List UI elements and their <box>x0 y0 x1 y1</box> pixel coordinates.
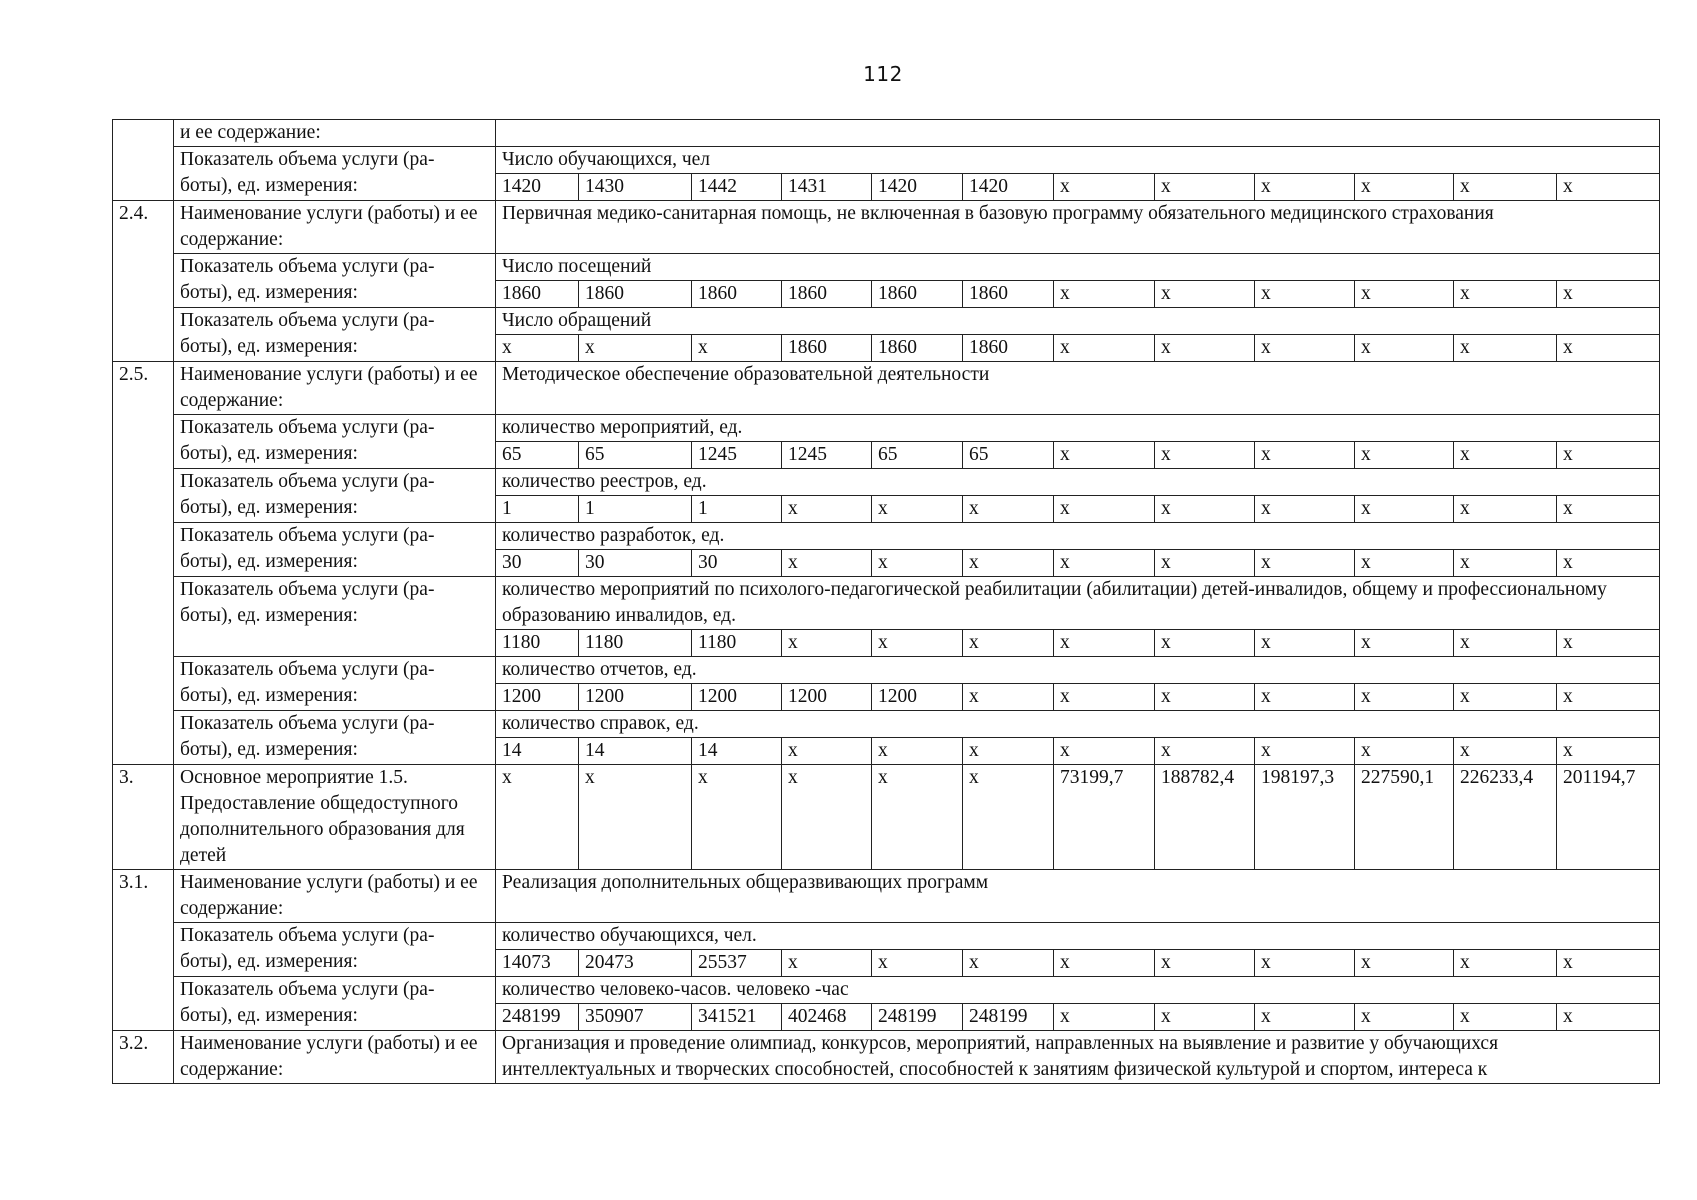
row-number: 2.5. <box>113 362 174 765</box>
value-cell-y2: x <box>579 335 692 362</box>
value-cell-y1: 1200 <box>496 684 579 711</box>
value-cell-y10: x <box>1355 281 1454 308</box>
value-cell-y5: 1200 <box>872 684 963 711</box>
indicator-label-line1: Показатель объема услуги (ра- <box>180 979 435 1000</box>
value-cell-y6: x <box>963 950 1054 977</box>
value-cell-y2: 1430 <box>579 174 692 201</box>
row-label: Наименование услуги (работы) и ее содержание: <box>174 362 496 415</box>
value-cell-y11: x <box>1454 281 1557 308</box>
indicator-label <box>174 147 496 201</box>
service-title: Организация и проведение олимпиад, конкурсов, мероприятий, направленных на выявление и развитие у обучающихся интеллектуальных и творческих способностей, способностей к занятиям физической культурой и спортом, интереса к <box>496 1031 1660 1084</box>
value-cell-y3: x <box>692 765 782 870</box>
indicator-label-line1: Показатель объема услуги (ра- <box>180 417 435 438</box>
value-cell-y10: x <box>1355 496 1454 523</box>
table-row <box>113 120 1660 147</box>
value-cell-y2: 1180 <box>579 630 692 657</box>
indicator-label-line2: боты), ед. измерения: <box>180 1005 358 1026</box>
value-cell-y9: x <box>1255 335 1355 362</box>
value-cell-y5: 1860 <box>872 281 963 308</box>
indicator-label <box>174 415 496 469</box>
value-cell-y3: 30 <box>692 550 782 577</box>
row-number: 3.1. <box>113 870 174 1031</box>
value-cell-y4: 1860 <box>782 281 872 308</box>
value-cell-y3: 14 <box>692 738 782 765</box>
indicator-unit: количество реестров, ед. <box>496 469 1660 496</box>
value-cell-y7: x <box>1054 738 1155 765</box>
service-title: Реализация дополнительных общеразвивающих программ <box>496 870 1660 923</box>
value-cell-y2: 14 <box>579 738 692 765</box>
row-label: Наименование услуги (работы) и ее содержание: <box>174 1031 496 1084</box>
value-cell-y1: 248199 <box>496 1004 579 1031</box>
value-cell-y6: x <box>963 738 1054 765</box>
table-row <box>113 923 1660 950</box>
indicator-label-line1: Показатель объема услуги (ра- <box>180 310 435 331</box>
indicator-label <box>174 254 496 308</box>
value-cell-y2: 350907 <box>579 1004 692 1031</box>
value-cell-y12: x <box>1557 684 1660 711</box>
value-cell-y12: x <box>1557 550 1660 577</box>
indicator-unit: количество справок, ед. <box>496 711 1660 738</box>
value-cell-y8: x <box>1155 738 1255 765</box>
value-cell-y9: x <box>1255 738 1355 765</box>
value-cell-y1: 1180 <box>496 630 579 657</box>
value-cell-y12: x <box>1557 738 1660 765</box>
table-row <box>113 977 1660 1004</box>
table-body <box>113 120 1660 1084</box>
value-cell-y12: x <box>1557 442 1660 469</box>
value-cell-y1: x <box>496 335 579 362</box>
value-cell-y7: x <box>1054 442 1155 469</box>
value-cell-y1: 1420 <box>496 174 579 201</box>
indicator-label-line2: боты), ед. измерения: <box>180 175 358 196</box>
value-cell-y1: 1860 <box>496 281 579 308</box>
service-title <box>496 120 1660 147</box>
value-cell-y8: x <box>1155 335 1255 362</box>
program-table <box>112 119 1660 1084</box>
value-cell-y4: x <box>782 765 872 870</box>
value-cell-y5: 1420 <box>872 174 963 201</box>
value-cell-y3: 1180 <box>692 630 782 657</box>
indicator-label-line1: Показатель объема услуги (ра- <box>180 525 435 546</box>
indicator-label <box>174 577 496 657</box>
table-row <box>113 362 1660 415</box>
row-number: 2.4. <box>113 201 174 362</box>
value-cell-y10: x <box>1355 684 1454 711</box>
value-cell-y3: 1245 <box>692 442 782 469</box>
indicator-unit: количество отчетов, ед. <box>496 657 1660 684</box>
indicator-label <box>174 977 496 1031</box>
table-row <box>113 147 1660 174</box>
row-number: 3.2. <box>113 1031 174 1084</box>
value-cell-y1: 30 <box>496 550 579 577</box>
value-cell-y8: x <box>1155 496 1255 523</box>
value-cell-y4: x <box>782 738 872 765</box>
indicator-label-line2: боты), ед. измерения: <box>180 336 358 357</box>
row-label: и ее содержание: <box>174 120 496 147</box>
value-cell-y12: x <box>1557 174 1660 201</box>
value-cell-y9: x <box>1255 630 1355 657</box>
value-cell-y4: x <box>782 630 872 657</box>
table-row <box>113 711 1660 738</box>
row-number <box>113 120 174 201</box>
value-cell-y11: x <box>1454 550 1557 577</box>
value-cell-y12: x <box>1557 496 1660 523</box>
value-cell-y7: x <box>1054 950 1155 977</box>
value-cell-y3: 1860 <box>692 281 782 308</box>
value-cell-y1: 14073 <box>496 950 579 977</box>
value-cell-y7: 73199,7 <box>1054 765 1155 870</box>
value-cell-y11: x <box>1454 174 1557 201</box>
value-cell-y4: 1860 <box>782 335 872 362</box>
value-cell-y2: 1 <box>579 496 692 523</box>
value-cell-y6: x <box>963 684 1054 711</box>
value-cell-y1: 14 <box>496 738 579 765</box>
indicator-label-line2: боты), ед. измерения: <box>180 497 358 518</box>
value-cell-y11: x <box>1454 738 1557 765</box>
value-cell-y10: x <box>1355 630 1454 657</box>
indicator-label-line2: боты), ед. измерения: <box>180 739 358 760</box>
value-cell-y6: x <box>963 630 1054 657</box>
indicator-label-line1: Показатель объема услуги (ра- <box>180 659 435 680</box>
value-cell-y3: 25537 <box>692 950 782 977</box>
value-cell-y6: x <box>963 496 1054 523</box>
table-row <box>113 254 1660 281</box>
indicator-label <box>174 923 496 977</box>
value-cell-y12: x <box>1557 630 1660 657</box>
value-cell-y4: 402468 <box>782 1004 872 1031</box>
value-cell-y4: 1431 <box>782 174 872 201</box>
value-cell-y3: x <box>692 335 782 362</box>
indicator-label <box>174 711 496 765</box>
value-cell-y7: x <box>1054 550 1155 577</box>
value-cell-y7: x <box>1054 630 1155 657</box>
value-cell-y1: x <box>496 765 579 870</box>
value-cell-y9: 198197,3 <box>1255 765 1355 870</box>
value-cell-y7: x <box>1054 496 1155 523</box>
row-label: Наименование услуги (работы) и ее содержание: <box>174 870 496 923</box>
value-cell-y12: x <box>1557 335 1660 362</box>
value-cell-y6: x <box>963 765 1054 870</box>
value-cell-y8: x <box>1155 281 1255 308</box>
value-cell-y11: x <box>1454 442 1557 469</box>
value-cell-y6: 1860 <box>963 335 1054 362</box>
value-cell-y7: x <box>1054 281 1155 308</box>
value-cell-y12: x <box>1557 1004 1660 1031</box>
value-cell-y5: x <box>872 950 963 977</box>
value-cell-y11: x <box>1454 950 1557 977</box>
value-cell-y8: x <box>1155 550 1255 577</box>
value-cell-y11: 226233,4 <box>1454 765 1557 870</box>
value-cell-y2: 30 <box>579 550 692 577</box>
value-cell-y2: 65 <box>579 442 692 469</box>
value-cell-y9: x <box>1255 550 1355 577</box>
service-title: Методическое обеспечение образовательной деятельности <box>496 362 1660 415</box>
value-cell-y11: x <box>1454 1004 1557 1031</box>
value-cell-y9: x <box>1255 950 1355 977</box>
value-cell-y6: 1860 <box>963 281 1054 308</box>
value-cell-y10: x <box>1355 550 1454 577</box>
indicator-label <box>174 657 496 711</box>
value-cell-y7: x <box>1054 684 1155 711</box>
value-cell-y5: x <box>872 765 963 870</box>
table-row <box>113 469 1660 496</box>
value-cell-y5: x <box>872 496 963 523</box>
indicator-label-line1: Показатель объема услуги (ра- <box>180 149 435 170</box>
indicator-unit: Число посещений <box>496 254 1660 281</box>
value-cell-y11: x <box>1454 684 1557 711</box>
table-row <box>113 415 1660 442</box>
table-row <box>113 1031 1660 1084</box>
value-cell-y2: 20473 <box>579 950 692 977</box>
indicator-unit: количество разработок, ед. <box>496 523 1660 550</box>
value-cell-y2: 1200 <box>579 684 692 711</box>
value-cell-y8: x <box>1155 1004 1255 1031</box>
row-number: 3. <box>113 765 174 870</box>
value-cell-y4: 1200 <box>782 684 872 711</box>
indicator-label-line2: боты), ед. измерения: <box>180 443 358 464</box>
table-row <box>113 201 1660 254</box>
indicator-label-line2: боты), ед. измерения: <box>180 551 358 572</box>
value-cell-y9: x <box>1255 281 1355 308</box>
value-cell-y11: x <box>1454 496 1557 523</box>
indicator-unit: количество человеко-часов. человеко -час <box>496 977 1660 1004</box>
table-row <box>113 870 1660 923</box>
value-cell-y4: x <box>782 550 872 577</box>
value-cell-y12: 201194,7 <box>1557 765 1660 870</box>
value-cell-y8: x <box>1155 174 1255 201</box>
table-row <box>113 657 1660 684</box>
value-cell-y7: x <box>1054 1004 1155 1031</box>
indicator-unit: количество мероприятий по психолого-педагогической реабилитации (абилитации) детей-инвалидов, общему и профессиональному образованию инвалидов, ед. <box>496 577 1660 630</box>
value-cell-y6: x <box>963 550 1054 577</box>
value-cell-y10: 227590,1 <box>1355 765 1454 870</box>
value-cell-y3: 1442 <box>692 174 782 201</box>
value-cell-y7: x <box>1054 335 1155 362</box>
indicator-label-line1: Показатель объема услуги (ра- <box>180 579 435 600</box>
indicator-label <box>174 523 496 577</box>
value-cell-y9: x <box>1255 496 1355 523</box>
value-cell-y6: 248199 <box>963 1004 1054 1031</box>
value-cell-y8: x <box>1155 950 1255 977</box>
value-cell-y9: x <box>1255 1004 1355 1031</box>
value-cell-y10: x <box>1355 174 1454 201</box>
value-cell-y8: x <box>1155 684 1255 711</box>
table-row <box>113 765 1660 870</box>
indicator-label-line2: боты), ед. измерения: <box>180 282 358 303</box>
value-cell-y12: x <box>1557 950 1660 977</box>
value-cell-y1: 1 <box>496 496 579 523</box>
row-label: Наименование услуги (работы) и ее содержание: <box>174 201 496 254</box>
indicator-label-line2: боты), ед. измерения: <box>180 685 358 706</box>
value-cell-y3: 341521 <box>692 1004 782 1031</box>
value-cell-y4: x <box>782 950 872 977</box>
indicator-unit: Число обращений <box>496 308 1660 335</box>
value-cell-y8: x <box>1155 442 1255 469</box>
value-cell-y5: x <box>872 738 963 765</box>
indicator-unit: Число обучающихся, чел <box>496 147 1660 174</box>
value-cell-y10: x <box>1355 738 1454 765</box>
indicator-label-line2: боты), ед. измерения: <box>180 951 358 972</box>
value-cell-y4: x <box>782 496 872 523</box>
value-cell-y10: x <box>1355 950 1454 977</box>
value-cell-y8: x <box>1155 630 1255 657</box>
value-cell-y3: 1200 <box>692 684 782 711</box>
indicator-unit: количество мероприятий, ед. <box>496 415 1660 442</box>
value-cell-y9: x <box>1255 442 1355 469</box>
value-cell-y12: x <box>1557 281 1660 308</box>
page-number: 112 <box>863 62 903 86</box>
value-cell-y11: x <box>1454 630 1557 657</box>
value-cell-y4: 1245 <box>782 442 872 469</box>
indicator-label-line1: Показатель объема услуги (ра- <box>180 713 435 734</box>
value-cell-y5: 65 <box>872 442 963 469</box>
value-cell-y2: x <box>579 765 692 870</box>
value-cell-y10: x <box>1355 1004 1454 1031</box>
value-cell-y5: 248199 <box>872 1004 963 1031</box>
value-cell-y3: 1 <box>692 496 782 523</box>
value-cell-y5: x <box>872 630 963 657</box>
indicator-unit: количество обучающихся, чел. <box>496 923 1660 950</box>
value-cell-y10: x <box>1355 335 1454 362</box>
value-cell-y10: x <box>1355 442 1454 469</box>
value-cell-y5: 1860 <box>872 335 963 362</box>
indicator-label-line1: Показатель объема услуги (ра- <box>180 256 435 277</box>
value-cell-y11: x <box>1454 335 1557 362</box>
service-title: Первичная медико-санитарная помощь, не включенная в базовую программу обязательного медицинского страхования <box>496 201 1660 254</box>
value-cell-y9: x <box>1255 684 1355 711</box>
value-cell-y9: x <box>1255 174 1355 201</box>
value-cell-y1: 65 <box>496 442 579 469</box>
indicator-label-line1: Показатель объема услуги (ра- <box>180 471 435 492</box>
value-cell-y2: 1860 <box>579 281 692 308</box>
indicator-label <box>174 469 496 523</box>
indicator-label <box>174 308 496 362</box>
table-row <box>113 308 1660 335</box>
value-cell-y5: x <box>872 550 963 577</box>
value-cell-y7: x <box>1054 174 1155 201</box>
table-row <box>113 523 1660 550</box>
value-cell-y8: 188782,4 <box>1155 765 1255 870</box>
value-cell-y6: 1420 <box>963 174 1054 201</box>
indicator-label-line1: Показатель объема услуги (ра- <box>180 925 435 946</box>
event-label: Основное мероприятие 1.5. Предоставление общедоступного дополнительного образования для детей <box>174 765 496 870</box>
table-row <box>113 577 1660 630</box>
value-cell-y6: 65 <box>963 442 1054 469</box>
indicator-label-line2: боты), ед. измерения: <box>180 605 358 626</box>
